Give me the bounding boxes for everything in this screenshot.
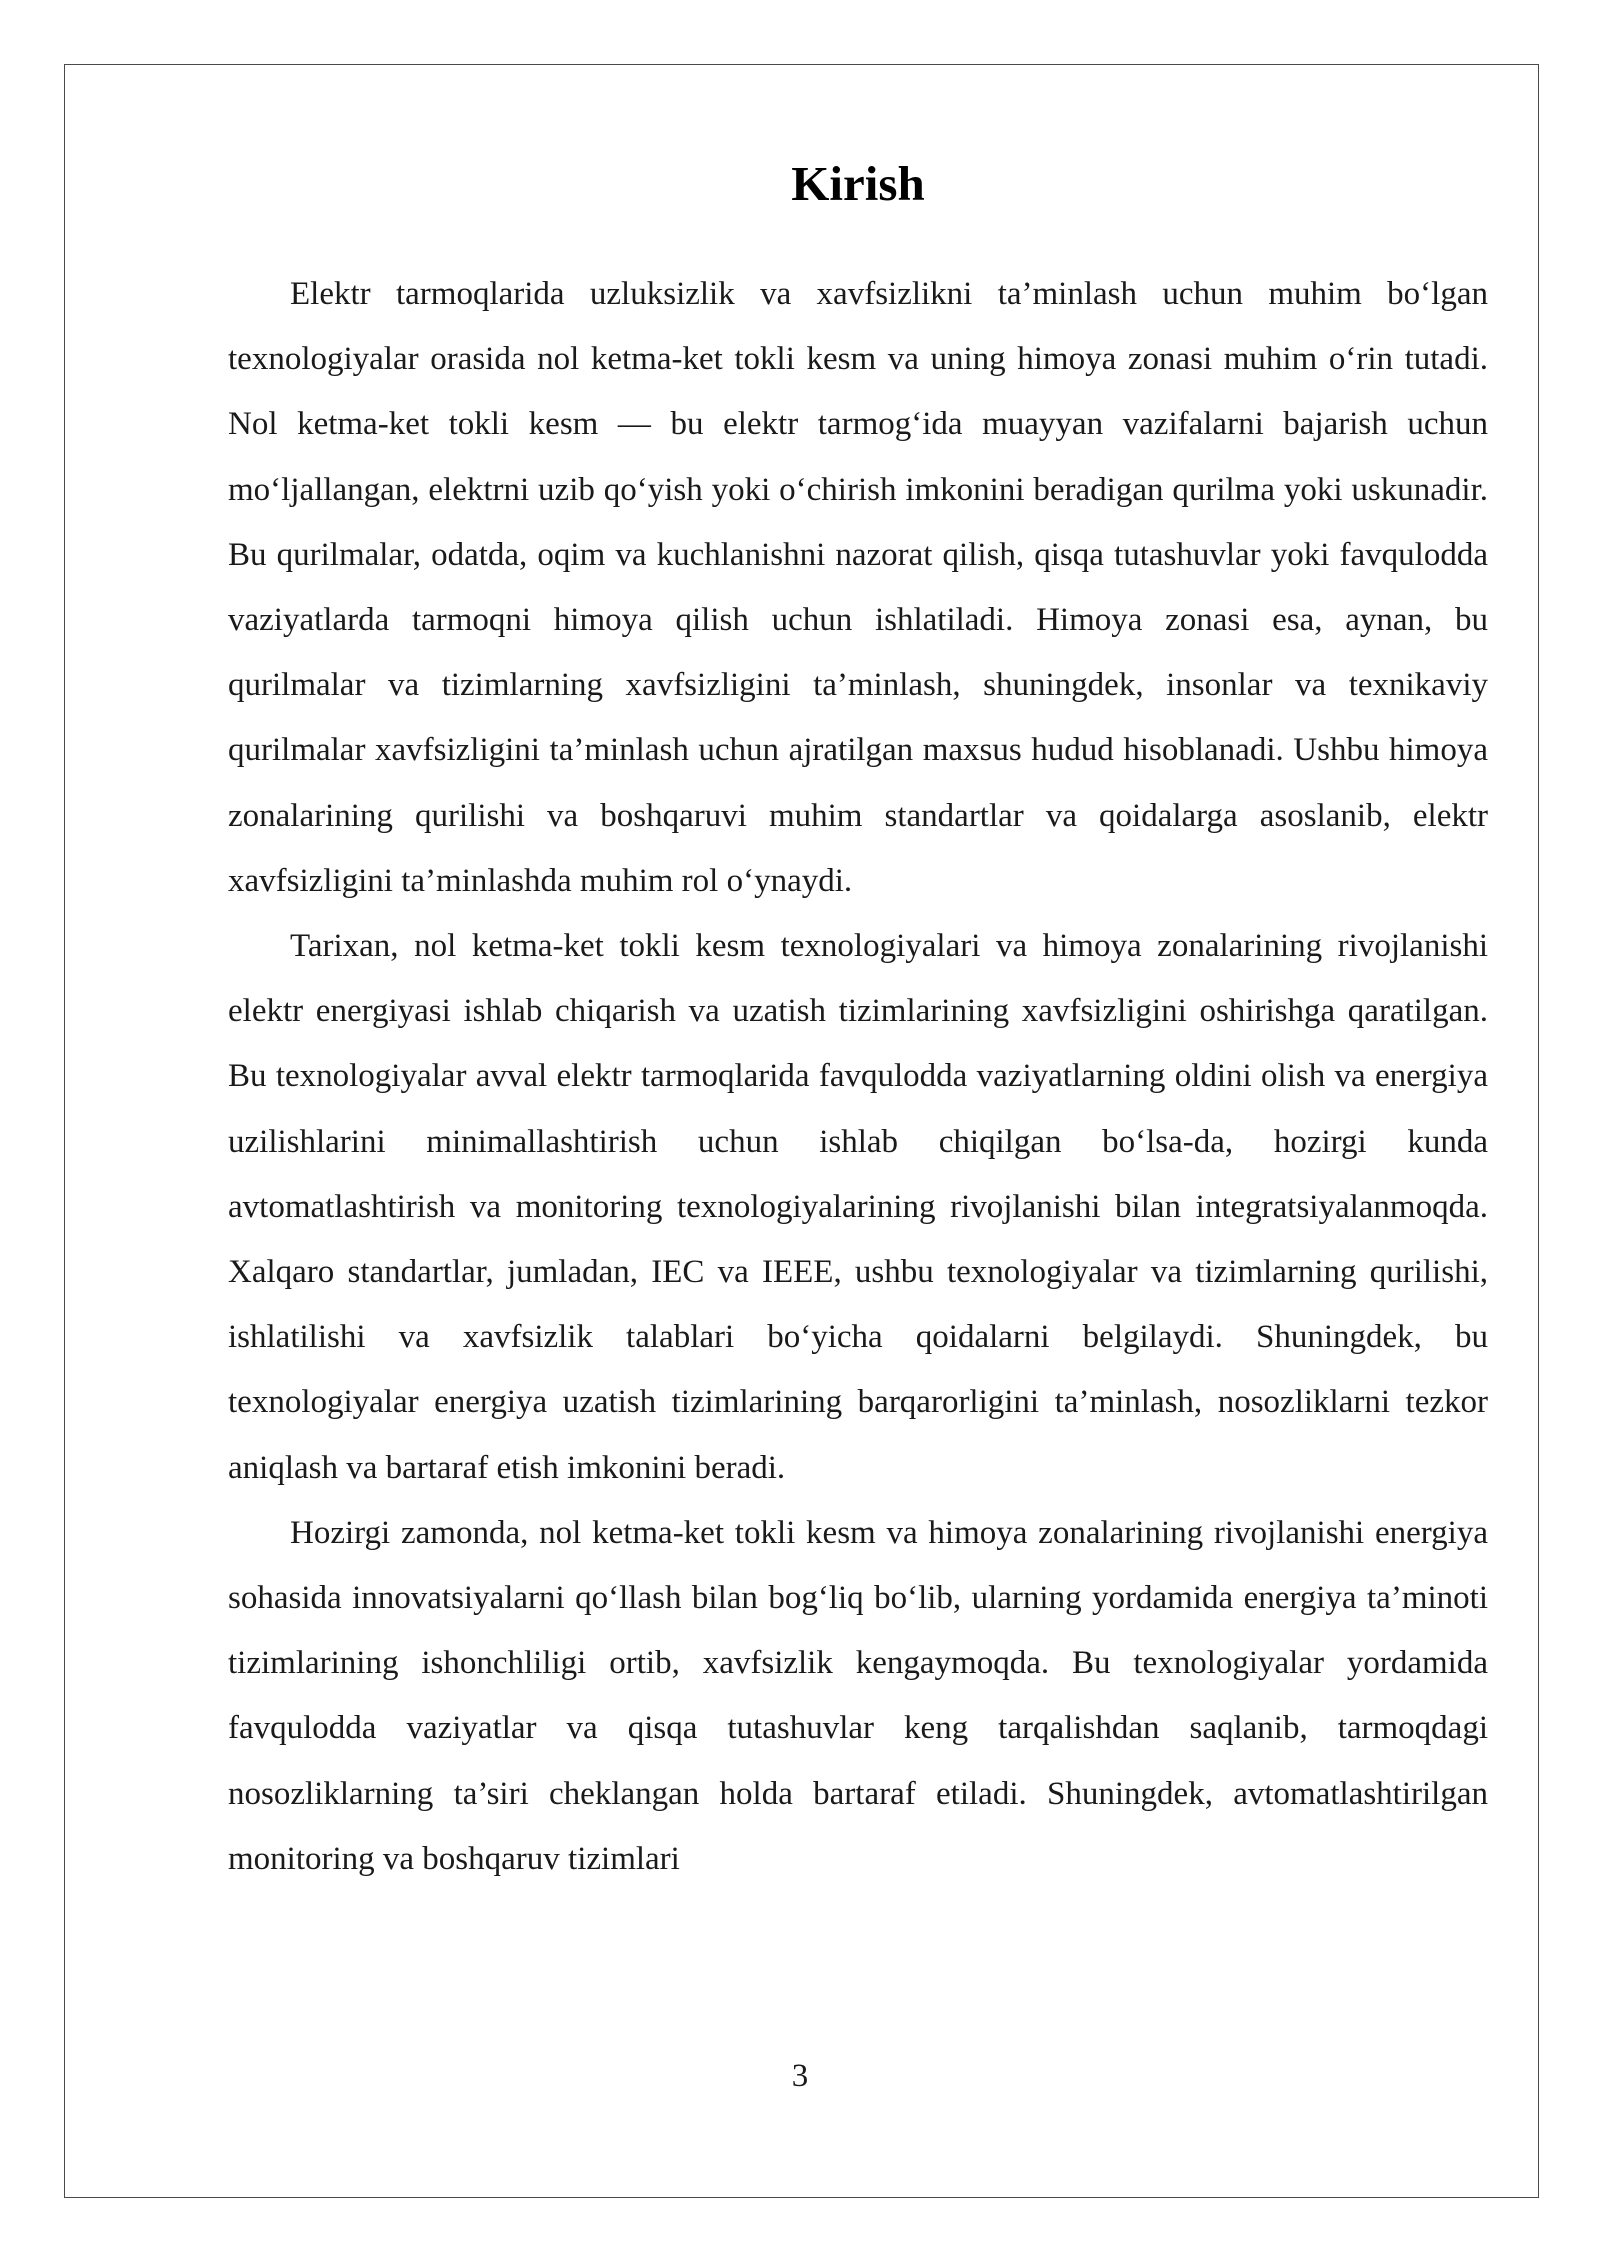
- page-content: [228, 140, 1488, 1892]
- page-title: Kirish: [791, 156, 925, 211]
- paragraph-1: Elektr tarmoqlarida uzluksizlik va xavfsizlikni ta’minlash uchun muhim bo‘lgan texnologiyalar orasida nol ketma-ket tokli kesm va uning himoya zonasi muhim o‘rin tutadi. Nol ketma-ket tokli kesm — bu elektr tarmog‘ida muayyan vazifalarni bajarish uchun mo‘ljallangan, elektrni uzib qo‘yish yoki o‘chirish imkonini beradigan qurilma yoki uskunadir. Bu qurilmalar, odatda, oqim va kuchlanishni nazorat qilish, qisqa tutashuvlar yoki favqulodda vaziyatlarda tarmoqni himoya qilish uchun ishlatiladi. Himoya zonasi esa, aynan, bu qurilmalar va tizimlarning xavfsizligini ta’minlash, shuningdek, insonlar va texnikaviy qurilmalar xavfsizligini ta’minlash uchun ajratilgan maxsus hudud hisoblanadi. Ushbu himoya zonalarining qurilishi va boshqaruvi muhim standartlar va qoidalarga asoslanib, elektr xavfsizligini ta’minlashda muhim rol o‘ynaydi.: [228, 276, 1488, 899]
- paragraph-2: Tarixan, nol ketma-ket tokli kesm texnologiyalari va himoya zonalarining rivojlanishi elektr energiyasi ishlab chiqarish va uzatish tizimlarining xavfsizligini oshirishga qaratilgan. Bu texnologiyalar avval elektr tarmoqlarida favqulodda vaziyatlarning oldini olish va energiya uzilishlarini minimallashtirish uchun ishlab chiqilgan bo‘lsa-da, hozirgi kunda avtomatlashtirish va monitoring texnologiyalarining rivojlanishi bilan integratsiyalanmoqda. Xalqaro standartlar, jumladan, IEC va IEEE, ushbu texnologiyalar va tizimlarning qurilishi, ishlatilishi va xavfsizlik talablari bo‘yicha qoidalarni belgilaydi. Shuningdek, bu texnologiyalar energiya uzatish tizimlarining barqarorligini ta’minlash, nosozliklarni tezkor aniqlash va bartaraf etish imkonini beradi.: [228, 928, 1488, 1486]
- paragraph-3: Hozirgi zamonda, nol ketma-ket tokli kesm va himoya zonalarining rivojlanishi energiya sohasida innovatsiyalarni qo‘llash bilan bog‘liq bo‘lib, ularning yordamida energiya ta’minoti tizimlarining ishonchliligi ortib, xavfsizlik kengaymoqda. Bu texnologiyalar yordamida favqulodda vaziyatlar va qisqa tutashuvlar keng tarqalishdan saqlanib, tarmoqdagi nosozliklarning ta’siri cheklangan holda bartaraf etiladi. Shuningdek, avtomatlashtirilgan monitoring va boshqaruv tizimlari: [228, 1514, 1488, 1877]
- page-number: 3: [791, 2058, 809, 2094]
